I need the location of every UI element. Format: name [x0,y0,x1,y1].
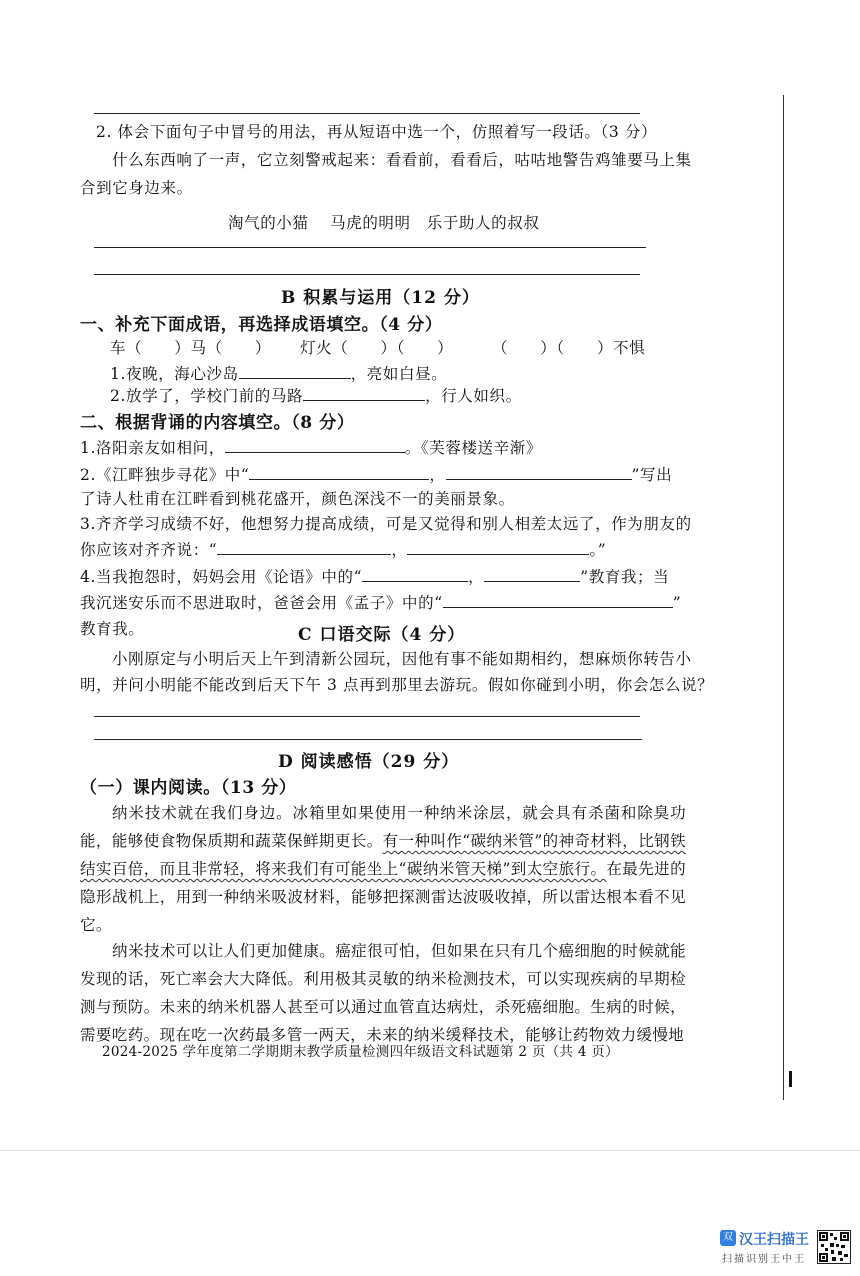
recite-q2-prefix: 2.《江畔独步寻花》中“ [80,466,250,484]
recite-q4-separator: ， [468,568,485,586]
answer-line [94,274,640,275]
question-2-prompt: 2. 体会下面句子中冒号的用法，再从短语中选一个，仿照着写一段话。（3 分） [96,123,658,141]
section-c-text-line2: 明，并问小明能不能改到后天下午 3 点再到那里去游玩。假如你碰到小明，你会怎么说？ [80,676,714,694]
fill-item-2 [110,384,522,407]
scanner-brand: 汉王扫描王 [739,1232,809,1248]
recite-question-2 [80,463,672,486]
scanner-tagline: 扫描识别王中王 [722,1254,806,1265]
question-2-sentence-line2: 合到它身边来。 [80,179,193,197]
reading-paragraph-1 [80,799,686,939]
answer-blank[interactable] [407,538,589,555]
recite-question-4 [80,565,669,588]
recite-q2-separator: ， [429,466,446,484]
fill-item-2-prefix: 2.放学了，学校门前的马路 [110,387,304,405]
answer-line [94,113,640,114]
reading-p1-underlined: 有一种叫作“碳纳米管”的神奇材料，比钢铁结实百倍，而且非常轻，将来我们有可能坐上“碳纳米管天梯”到太空旅行。 [80,832,686,878]
answer-line [94,739,642,740]
recite-q3-prefix: 你应该对齐齐说：“ [80,541,218,559]
reading-paragraph-2: 纳米技术可以让人们更加健康。癌症很可怕，但如果在只有几个癌细胞的时候就能发现的话，死亡率会大大降低。利用极其灵敏的纳米检测技术，可以实现疾病的早期检测与预防。未来的纳米机器人甚至可以通过血管直达病灶，杀死癌细胞。生病的时候，需要吃药。现在吃一次药最多管一两天，未来的纳米缓释技术，能够让药物效力缓慢地 [80,942,686,1044]
answer-blank[interactable] [362,565,468,582]
answer-blank[interactable] [225,436,405,453]
question-2-phrases: 淘气的小猫 马虎的明明 乐于助人的叔叔 [228,214,540,232]
answer-blank[interactable] [484,565,580,582]
section-c-title: C 口语交际（4 分） [298,625,466,645]
fill-item-1-prefix: 1.夜晚，海心沙岛 [110,365,239,383]
answer-blank[interactable] [303,384,425,401]
answer-line [94,716,640,717]
fill-item-1-suffix: ，亮如白昼。 [350,365,448,383]
section-b-title: B 积累与运用（12 分） [281,288,480,308]
scan-edge-mark [789,1071,792,1087]
answer-blank[interactable] [446,463,632,480]
fill-item-1 [110,362,447,385]
answer-blank[interactable] [249,463,429,480]
recite-question-1 [80,436,542,459]
recite-q2-line2: 了诗人杜甫在江畔看到桃花盛开，颜色深浅不一的美丽景象。 [80,490,515,508]
scan-edge-line [783,95,784,1100]
fill-item-2-suffix: ，行人如织。 [425,387,522,405]
recite-q3-line1: 3.齐齐学习成绩不好，他想努力提高成绩，可是又觉得和别人相差太远了，作为朋友的 [80,515,692,533]
idiom-blank-c: （ ）（ ）不惧 [492,339,646,357]
recite-q4-suffix: ”教育我；当 [580,568,670,586]
idiom-blank-b: 灯火（ ）（ ） [300,339,454,357]
reading-p1-part-a: 纳米技术就在我们身边。冰箱里如果使用一种纳米涂层，就会具有杀菌和除臭功能，能够使食物保质期和蔬菜保鲜期更长。 [80,804,686,850]
recite-q4-line2-prefix: 我沉迷安乐而不思进取时，爸爸会用《孟子》中的“ [80,594,443,612]
page-divider [0,1150,860,1151]
recite-q4-line2 [80,591,681,614]
page-footer: 2024-2025 学年度第二学期期末教学质量检测四年级语文科试题第 2 页（共 4 页） [102,1044,619,1060]
reading-p1-part-b: 在最先进的隐形战机上，用到一种纳米吸波材料，能够把探测雷达波吸收掉，所以雷达根本看不见它。 [80,860,686,934]
recite-q1-suffix: 。《芙蓉楼送辛渐》 [404,439,542,457]
qr-code-icon [817,1230,851,1264]
section-b-part1-heading: 一、补充下面成语，再选择成语填空。（4 分） [80,315,443,335]
recite-q4-line3: 教育我。 [80,620,145,638]
answer-line [94,247,646,248]
recite-question-3 [80,538,606,561]
recite-q3-separator: ， [391,541,408,559]
answer-blank[interactable] [443,591,673,608]
recite-q1-prefix: 1.洛阳亲友如相问， [80,439,225,457]
section-c-text-line1: 小刚原定与小明后天上午到清新公园玩，因他有事不能如期相约，想麻烦你转告小 [112,650,692,668]
section-b-part2-heading: 二、根据背诵的内容填空。（8 分） [80,413,355,433]
section-d-title: D 阅读感悟（29 分） [278,752,460,772]
answer-blank[interactable] [217,538,391,555]
recite-q4-line2-suffix: ” [672,594,682,612]
section-d-sub1: （一）课内阅读。（13 分） [80,778,297,798]
answer-blank[interactable] [239,362,351,379]
recite-q4-prefix: 4.当我抱怨时，妈妈会用《论语》中的“ [80,568,363,586]
question-2-sentence-line1: 什么东西响了一声，它立刻警戒起来：看看前，看看后，咕咕地警告鸡雏要马上集 [112,151,692,169]
recite-q2-suffix: ”写出 [631,466,673,484]
recite-q3-suffix: 。” [589,541,607,559]
idiom-blank-a: 车（ ）马（ ） [110,339,272,357]
scanner-logo-icon: 双 [720,1230,736,1246]
